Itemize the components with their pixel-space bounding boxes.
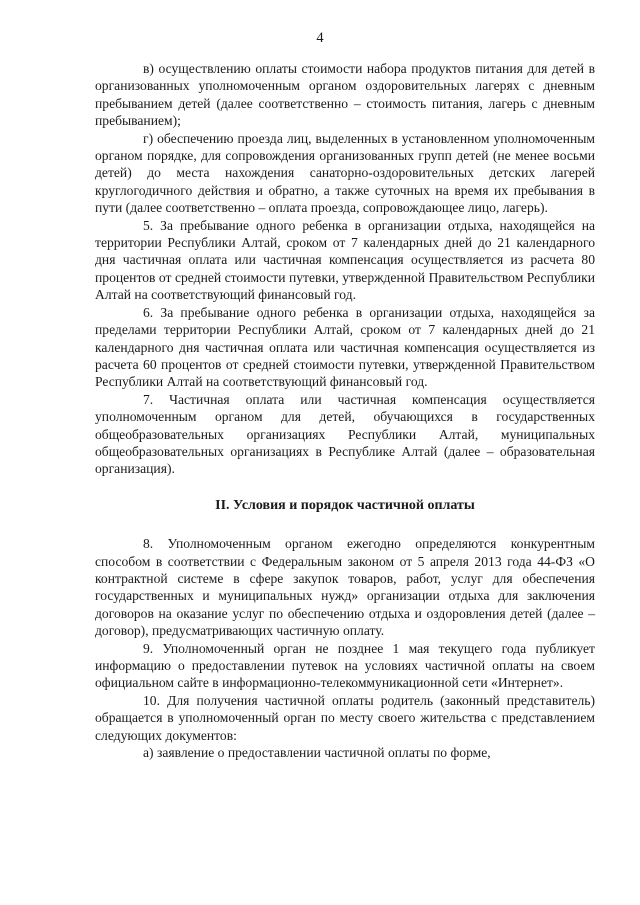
section-heading: II. Условия и порядок частичной оплаты xyxy=(215,497,475,513)
paragraph-10a-statement: а) заявление о предоставлении частичной оплаты по форме, xyxy=(143,745,491,761)
paragraph-4v-food-cost: в) осуществлению оплаты стоимости набора продуктов питания для детей в организованных уполномоченным органом оздоровительных лагерях с дневным пребыванием детей (далее соответственно – стоимость питания, лагерь с дневным пребыванием); xyxy=(95,61,595,129)
paragraph-8-procurement: 8. Уполномоченным органом ежегодно определяются конкурентным способом в соответствии с Федеральным законом от 5 апреля 2013 года 44-ФЗ «О контрактной системе в сфере закупок товаров, работ, услуг для обеспечения государственных и муниципальных нужд» организации отдыха для заключения договоров на оказание услуг по обеспечению отдыха и оздоровления детей (далее – договор), предусматривающих частичную оплату. xyxy=(95,536,595,639)
paragraph-10-application: 10. Для получения частичной оплаты родитель (законный представитель) обращается в уполномоченный орган по месту своего жительства с представлением следующих документов: xyxy=(95,692,595,743)
document-body xyxy=(95,60,595,761)
page-number: 4 xyxy=(316,30,324,46)
paragraph-4g-travel: г) обеспечению проезда лиц, выделенных в установленном уполномоченным органом порядке, для сопровождения организованных групп детей (не менее восьми детей) до места нахождения санаторно-оздоровительных детских лагерей круглогодичного действия и обратно, а также суточных на время их пребывания в пути (далее соответственно – оплата проезда, сопровождающее лицо, лагерь). xyxy=(95,130,595,216)
paragraph-6-outside-republic: 6. За пребывание одного ребенка в организации отдыха, находящейся за пределами территории Республики Алтай, сроком от 7 календарных дней до 21 календарного дня частичная оплата или частичная компенсация осуществляется из расчета 60 процентов от средней стоимости путевки, утвержденной Правительством Республики Алтай на соответствующий финансовый год. xyxy=(95,304,595,390)
paragraph-9-publication: 9. Уполномоченный орган не позднее 1 мая текущего года публикует информацию о предоставлении путевок на условиях частичной оплаты на своем официальном сайте в информационно-телекоммуникационной сети «Интернет». xyxy=(95,640,595,691)
paragraph-5-inside-republic: 5. За пребывание одного ребенка в организации отдыха, находящейся на территории Республики Алтай, сроком от 7 календарных дней до 21 календарного дня частичная оплата или частичная компенсация осуществляется из расчета 80 процентов от средней стоимости путевки, утвержденной Правительством Республики Алтай на соответствующий финансовый год. xyxy=(95,217,595,303)
paragraph-7-eligible-children: 7. Частичная оплата или частичная компенсация осуществляется уполномоченным органом для детей, обучающихся в государственных общеобразовательных организациях Республики Алтай, муниципальных общеобразовательных организациях в Республике Алтай (далее – образовательная организация). xyxy=(95,391,595,477)
